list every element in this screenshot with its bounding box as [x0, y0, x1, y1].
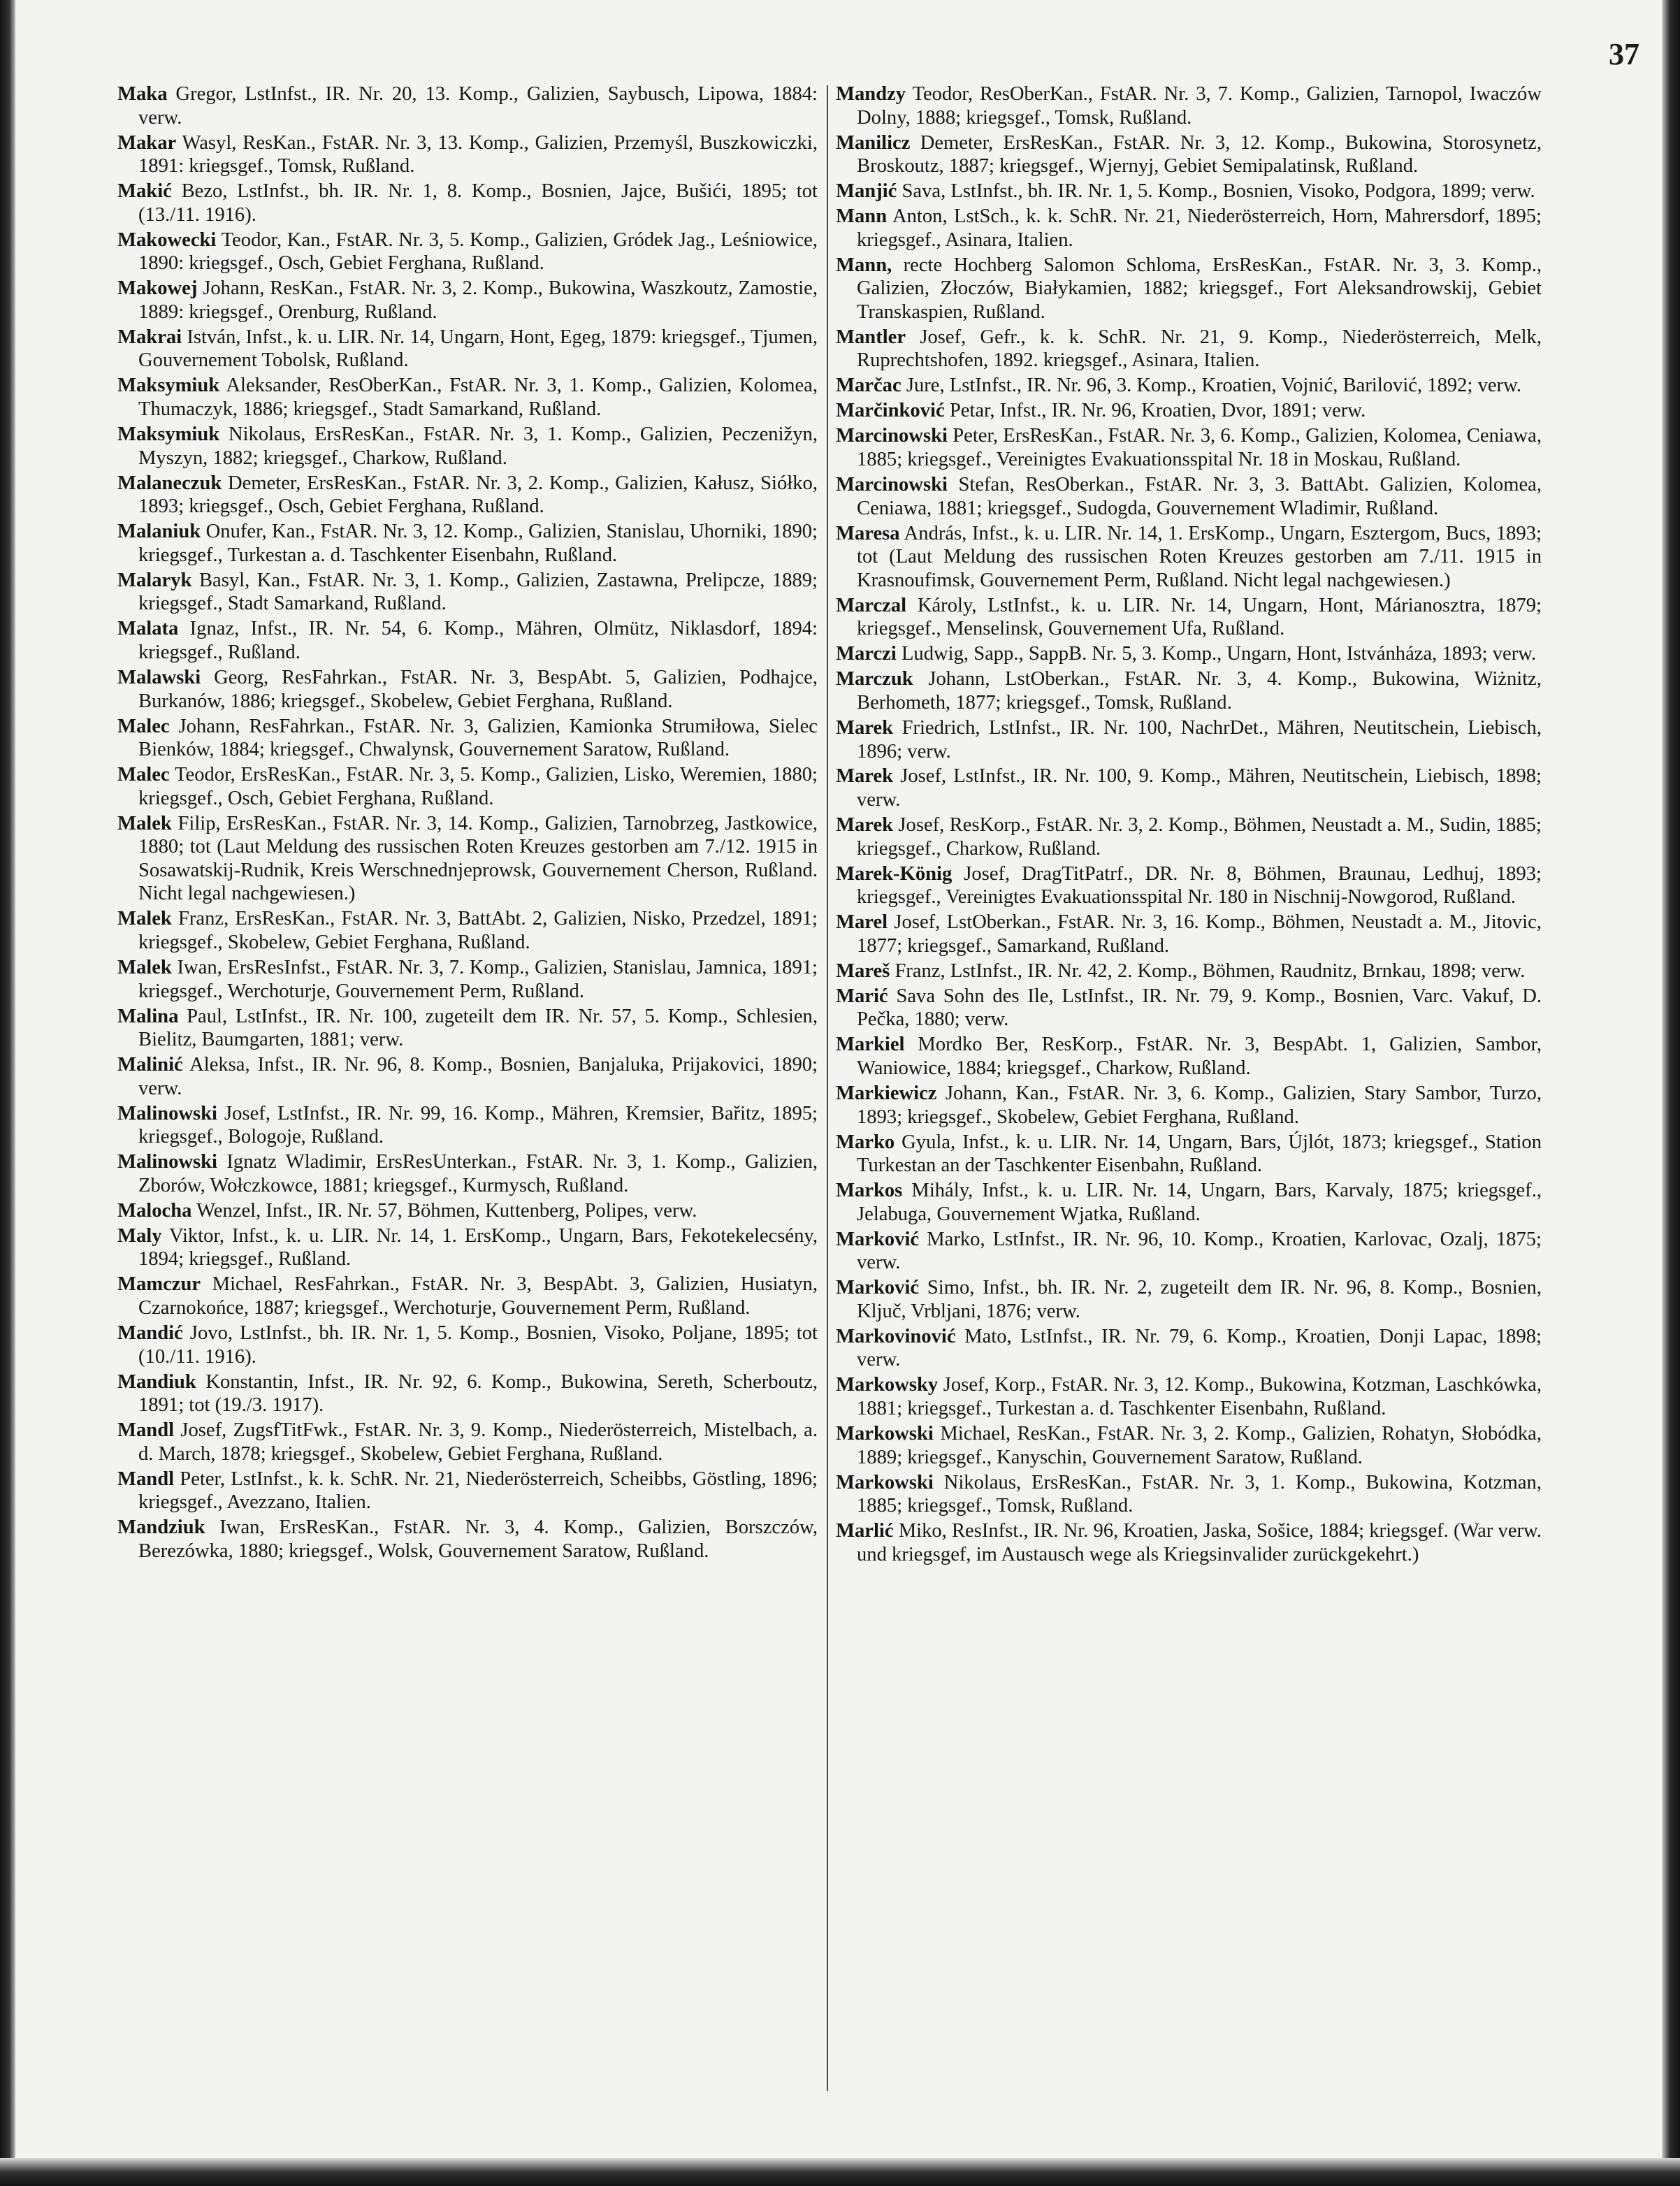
entry-surname: Makar — [117, 131, 177, 154]
entry-surname: Malawski — [117, 666, 201, 688]
entry-surname: Malek — [117, 957, 172, 979]
entry-details: Josef, LstInfst., IR. Nr. 100, 9. Komp., Mähren, Neutitschein, Liebisch, 1898; verw. — [857, 765, 1542, 811]
entry-surname: Mandić — [117, 1322, 183, 1345]
entry-details: András, Infst., k. u. LIR. Nr. 14, 1. ErsKomp., Ungarn, Esztergom, Bucs, 1893; tot (Laut Meldung des russischen Roten Kreuzes gestorben am 7./11. 1915 in Krasnoufimsk, Gouvernement Perm, Rußland. Nicht legal nachgewiesen.) — [857, 522, 1542, 591]
list-entry — [117, 1224, 818, 1271]
entry-surname: Mandzy — [836, 83, 906, 105]
list-entry — [117, 180, 818, 226]
entry-details: Mato, LstInfst., IR. Nr. 79, 6. Komp., Kroatien, Donji Lapac, 1898; verw. — [857, 1325, 1542, 1371]
entry-details: Franz, LstInfst., IR. Nr. 42, 2. Komp., Böhmen, Raudnitz, Brnkau, 1898; verw. — [895, 960, 1526, 982]
list-entry — [836, 594, 1542, 641]
list-entry — [836, 180, 1542, 203]
entry-surname: Malek — [117, 812, 172, 834]
page-number: 37 — [1609, 37, 1639, 71]
list-entry — [836, 960, 1542, 983]
entry-details: Basyl, Kan., FstAR. Nr. 3, 1. Komp., Galizien, Zastawna, Prelipcze, 1889; kriegsgef., Stadt Samarkand, Rußland. — [138, 569, 818, 615]
entry-surname: Marković — [836, 1277, 920, 1299]
entry-surname: Malec — [117, 715, 170, 737]
list-entry — [117, 423, 818, 470]
entry-surname: Marcinowski — [836, 474, 948, 496]
entry-details: Josef, DragTitPatrf., DR. Nr. 8, Böhmen, Braunau, Ledhuj, 1893; kriegsgef., Vereinigtes Evakuationsspital Nr. 180 in Nischnij-Nowgorod, Rußland. — [857, 862, 1542, 909]
entry-surname: Makowej — [117, 277, 198, 300]
entry-surname: Manilicz — [836, 131, 911, 154]
entry-details: Onufer, Kan., FstAR. Nr. 3, 12. Komp., Galizien, Stanislau, Uhorniki, 1890; kriegsgef., Turkestan a. d. Taschkenter Eisenbahn, Rußland. — [138, 521, 818, 566]
entry-details: Michael, ResKan., FstAR. Nr. 3, 2. Komp., Galizien, Rohatyn, Słobódka, 1889; kriegsgef., Kanyschin, Gouvernement Saratow, Rußland. — [857, 1422, 1542, 1468]
list-entry — [117, 520, 818, 567]
entry-details: Gregor, LstInfst., IR. Nr. 20, 13. Komp., Galizien, Saybusch, Lipowa, 1884: verw. — [138, 83, 818, 129]
list-entry — [117, 374, 818, 421]
entry-surname: Malinić — [117, 1054, 183, 1076]
entry-details: Demeter, ErsResKan., FstAR. Nr. 3, 2. Komp., Galizien, Kałusz, Siółko, 1893; kriegsgef., Osch, Gebiet Ferghana, Rußland. — [138, 472, 818, 518]
entry-details: Jovo, LstInfst., bh. IR. Nr. 1, 5. Komp., Bosnien, Visoko, Poljane, 1895; tot (10./11. 1916). — [138, 1322, 818, 1368]
entry-surname: Markiel — [836, 1034, 905, 1056]
scan-edge-left — [0, 0, 15, 2186]
entry-surname: Mandiuk — [117, 1370, 196, 1393]
entry-surname: Marczi — [836, 643, 897, 665]
entry-surname: Marcinowski — [836, 425, 948, 447]
entry-surname: Makrai — [117, 326, 182, 348]
entry-details: Demeter, ErsResKan., FstAR. Nr. 3, 12. Komp., Bukowina, Storosynetz, Broskoutz, 1887; kriegsgef., Wjernyj, Gebiet Semipalatinsk, Rußland. — [857, 131, 1542, 178]
entry-surname: Malaryk — [117, 569, 192, 591]
entry-surname: Marek — [836, 814, 894, 837]
entry-surname: Makić — [117, 180, 172, 203]
entry-details: Johann, LstOberkan., FstAR. Nr. 3, 4. Komp., Bukowina, Wiżnitz, Berhometh, 1877; kriegsgef., Tomsk, Rußland. — [857, 668, 1542, 714]
entry-details: Josef, LstInfst., IR. Nr. 99, 16. Komp., Mähren, Kremsier, Bařitz, 1895; kriegsgef., Bologoje, Rußland. — [138, 1102, 818, 1148]
entry-details: Aleksander, ResOberKan., FstAR. Nr. 3, 1. Komp., Galizien, Kolomea, Thumaczyk, 1886; kriegsgef., Stadt Samarkand, Rußland. — [138, 375, 818, 421]
entry-details: Wenzel, Infst., IR. Nr. 57, Böhmen, Kuttenberg, Polipes, verw. — [196, 1199, 697, 1222]
list-entry — [117, 472, 818, 519]
entry-surname: Marek — [836, 716, 894, 739]
list-entry — [836, 131, 1542, 178]
entry-surname: Maresa — [836, 522, 900, 544]
entry-details: Mihály, Infst., k. u. LIR. Nr. 14, Ungarn, Bars, Karvaly, 1875; kriegsgef., Jelabuga, Gouvernement Wjatka, Rußland. — [857, 1180, 1542, 1225]
entry-details: Johann, Kan., FstAR. Nr. 3, 6. Komp., Galizien, Stary Sambor, Turzo, 1893; kriegsgef., Skobelew, Gebiet Ferghana, Rußland. — [857, 1082, 1542, 1128]
entry-surname: Marel — [836, 911, 888, 934]
entry-surname: Mamczur — [117, 1273, 201, 1296]
list-entry — [836, 667, 1542, 714]
entry-details: Stefan, ResOberkan., FstAR. Nr. 3, 3. BattAbt. Galizien, Kolomea, Ceniawa, 1881; kriegsgef., Sudogda, Gouvernement Wladimir, Rußland. — [857, 474, 1542, 519]
entry-details: Ignaz, Infst., IR. Nr. 54, 6. Komp., Mähren, Olmütz, Niklasdorf, 1894: kriegsgef., Rußland. — [138, 618, 818, 663]
entry-details: Josef, ZugsfTitFwk., FstAR. Nr. 3, 9. Komp., Niederösterreich, Mistelbach, a. d. March, 1878; kriegsgef., Skobelew, Gebiet Ferghana, Rußland. — [138, 1419, 818, 1465]
entry-surname: Marko — [836, 1131, 895, 1153]
entry-surname: Malocha — [117, 1199, 192, 1222]
entry-surname: Marić — [836, 985, 888, 1007]
entry-surname: Markowski — [836, 1471, 934, 1493]
entry-details: Josef, LstOberkan., FstAR. Nr. 3, 16. Komp., Böhmen, Neustadt a. M., Jitovic, 1877; kriegsgef., Samarkand, Rußland. — [857, 911, 1542, 957]
list-entry — [117, 229, 818, 275]
list-entry — [836, 1519, 1542, 1566]
entry-surname: Marczal — [836, 594, 907, 616]
entry-details: Ludwig, Sapp., SappB. Nr. 5, 3. Komp., Ungarn, Hont, Istvánháza, 1893; verw. — [901, 643, 1537, 665]
entry-details: Josef, ResKorp., FstAR. Nr. 3, 2. Komp., Böhmen, Neustadt a. M., Sudin, 1885; kriegsgef., Charkow, Rußland. — [857, 814, 1542, 860]
list-entry — [117, 812, 818, 906]
entry-surname: Markowski — [836, 1422, 934, 1445]
entry-surname: Markovinović — [836, 1325, 956, 1347]
entry-surname: Markos — [836, 1180, 903, 1202]
entry-surname: Malaneczuk — [117, 472, 222, 494]
entry-surname: Mantler — [836, 326, 906, 348]
entry-surname: Maksymiuk — [117, 375, 220, 397]
list-entry — [836, 1373, 1542, 1420]
entry-surname: Malec — [117, 764, 170, 786]
list-entry — [117, 1322, 818, 1368]
entry-details: recte Hochberg Salomon Schloma, ErsResKan., FstAR. Nr. 3, 3. Komp., Galizien, Złoczów, Białykamien, 1882; kriegsgef., Fort Aleksandrowskij, Gebiet Transkaspien, Rußland. — [857, 254, 1542, 323]
list-entry — [836, 1471, 1542, 1518]
list-entry — [836, 1325, 1542, 1372]
entry-surname: Marek-König — [836, 862, 953, 885]
entry-details: Iwan, ErsResKan., FstAR. Nr. 3, 4. Komp., Galizien, Borszczów, Berezówka, 1880; kriegsgef., Wolsk, Gouvernement Saratow, Rußland. — [138, 1517, 818, 1562]
column-divider — [827, 85, 828, 2091]
entry-details: Wasyl, ResKan., FstAR. Nr. 3, 13. Komp., Galizien, Przemyśl, Buszkowiczki, 1891: kriegsgef., Tomsk, Rußland. — [138, 131, 818, 178]
entry-surname: Malek — [117, 908, 172, 930]
entry-surname: Maksymiuk — [117, 424, 220, 446]
list-entry — [836, 374, 1542, 398]
entry-surname: Malinowski — [117, 1102, 217, 1124]
list-entry — [117, 131, 818, 178]
entry-surname: Malata — [117, 618, 179, 640]
list-entry — [836, 765, 1542, 811]
list-entry — [836, 254, 1542, 324]
entry-details: Michael, ResFahrkan., FstAR. Nr. 3, BespAbt. 3, Galizien, Husiatyn, Czarnokońce, 1887; kriegsgef., Werchoturje, Gouvernement Perm, Rußland. — [138, 1273, 818, 1319]
entry-details: Peter, ErsResKan., FstAR. Nr. 3, 6. Komp., Galizien, Kolomea, Ceniawa, 1885; kriegsgef., Vereinigtes Evakuationsspital Nr. 18 in Moskau, Rußland. — [857, 425, 1542, 471]
list-entry — [836, 424, 1542, 471]
entry-details: Friedrich, LstInfst., IR. Nr. 100, NachrDet., Mähren, Neutitschein, Liebisch, 1896; verw. — [857, 716, 1542, 762]
list-entry — [836, 1082, 1542, 1129]
list-entry — [117, 1150, 818, 1197]
entry-details: Johann, ResFahrkan., FstAR. Nr. 3, Galizien, Kamionka Strumiłowa, Sielec Bienków, 1884; kriegsgef., Chwalynsk, Gouvernement Saratow, Rußland. — [138, 715, 818, 761]
entry-details: Josef, Gefr., k. k. SchR. Nr. 21, 9. Komp., Niederösterreich, Melk, Ruprechtshofen, 1892. kriegsgef., Asinara, Italien. — [857, 326, 1542, 372]
list-entry — [117, 715, 818, 762]
entry-surname: Marek — [836, 765, 894, 788]
entry-details: Viktor, Infst., k. u. LIR. Nr. 14, 1. ErsKomp., Ungarn, Bars, Fekotekelecsény, 1894; kriegsgef., Rußland. — [138, 1224, 818, 1271]
list-entry — [117, 1419, 818, 1465]
list-entry — [836, 522, 1542, 593]
entry-details: Bezo, LstInfst., bh. IR. Nr. 1, 8. Komp., Bosnien, Jajce, Bušići, 1895; tot (13./11. 1916). — [138, 180, 818, 226]
entry-surname: Mareš — [836, 960, 890, 982]
entry-details: Peter, LstInfst., k. k. SchR. Nr. 21, Niederösterreich, Scheibbs, Göstling, 1896; kriegsgef., Avezzano, Italien. — [138, 1468, 818, 1514]
list-entry — [836, 985, 1542, 1032]
list-entry — [836, 82, 1542, 129]
list-entry — [117, 1516, 818, 1563]
entry-details: Jure, LstInfst., IR. Nr. 96, 3. Komp., Kroatien, Vojnić, Barilović, 1892; verw. — [906, 375, 1522, 397]
left-column — [117, 82, 818, 1565]
list-entry — [117, 82, 818, 129]
list-entry — [117, 1102, 818, 1149]
list-entry — [117, 1468, 818, 1514]
list-entry — [836, 326, 1542, 372]
entry-surname: Markiewicz — [836, 1082, 937, 1104]
entry-details: István, Infst., k. u. LIR. Nr. 14, Ungarn, Hont, Egeg, 1879: kriegsgef., Tjumen, Gouvernement Tobolsk, Rußland. — [138, 326, 818, 372]
entry-details: Teodor, Kan., FstAR. Nr. 3, 5. Komp., Galizien, Gródek Jag., Leśniowice, 1890: kriegsgef., Osch, Gebiet Ferghana, Rußland. — [138, 229, 818, 275]
entry-details: Georg, ResFahrkan., FstAR. Nr. 3, BespAbt. 5, Galizien, Podhajce, Burkanów, 1886; kriegsgef., Skobelew, Gebiet Ferghana, Rußland. — [138, 666, 818, 712]
list-entry — [836, 642, 1542, 666]
list-entry — [117, 617, 818, 664]
entry-surname: Mann — [836, 205, 888, 228]
list-entry — [117, 1273, 818, 1319]
entry-details: Nikolaus, ErsResKan., FstAR. Nr. 3, 1. Komp., Galizien, Peczenižyn, Myszyn, 1882; kriegsgef., Charkow, Rußland. — [138, 424, 818, 469]
entry-details: Nikolaus, ErsResKan., FstAR. Nr. 3, 1. Komp., Bukowina, Kotzman, 1885; kriegsgef., Tomsk, Rußland. — [857, 1471, 1542, 1517]
entry-details: Paul, LstInfst., IR. Nr. 100, zugeteilt dem IR. Nr. 57, 5. Komp., Schlesien, Bielitz, Baumgarten, 1881; verw. — [138, 1005, 818, 1051]
entry-details: Károly, LstInfst., k. u. LIR. Nr. 14, Ungarn, Hont, Márianosztra, 1879; kriegsgef., Menselinsk, Gouvernement Ufa, Rußland. — [857, 594, 1542, 640]
list-entry — [836, 1228, 1542, 1275]
entry-details: Marko, LstInfst., IR. Nr. 96, 10. Komp., Kroatien, Karlovac, Ozalj, 1875; verw. — [857, 1228, 1542, 1274]
entry-surname: Marczuk — [836, 668, 913, 690]
entry-details: Franz, ErsResKan., FstAR. Nr. 3, BattAbt. 2, Galizien, Nisko, Przedzel, 1891; kriegsgef., Skobelew, Gebiet Ferghana, Rußland. — [138, 908, 818, 954]
entry-surname: Maka — [117, 83, 168, 105]
entry-surname: Markowsky — [836, 1374, 939, 1396]
scan-edge-right — [1662, 0, 1680, 2186]
list-entry — [117, 1005, 818, 1052]
scan-edge-bottom — [0, 2158, 1680, 2186]
entry-surname: Malinowski — [117, 1151, 217, 1173]
list-entry — [117, 569, 818, 616]
list-entry — [117, 1370, 818, 1417]
list-entry — [836, 473, 1542, 520]
right-column — [836, 82, 1542, 1568]
entry-surname: Mandl — [117, 1419, 175, 1442]
entry-details: Aleksa, Infst., IR. Nr. 96, 8. Komp., Bosnien, Banjaluka, Prijakovici, 1890; verw. — [138, 1054, 818, 1099]
entry-details: Sava, LstInfst., bh. IR. Nr. 1, 5. Komp., Bosnien, Visoko, Podgora, 1899; verw. — [901, 180, 1535, 203]
entry-surname: Malaniuk — [117, 521, 201, 543]
entry-surname: Mann, — [836, 254, 892, 276]
entry-details: Josef, Korp., FstAR. Nr. 3, 12. Komp., Bukowina, Kotzman, Laschkówka, 1881; kriegsgef., Turkestan a. d. Taschkenter Eisenbahn, Rußland. — [857, 1374, 1542, 1419]
list-entry — [836, 911, 1542, 957]
list-entry — [836, 1276, 1542, 1323]
entry-surname: Makowecki — [117, 229, 217, 251]
list-entry — [836, 716, 1542, 763]
list-entry — [117, 666, 818, 713]
list-entry — [117, 326, 818, 372]
list-entry — [836, 1179, 1542, 1226]
entry-surname: Marčinković — [836, 400, 945, 422]
entry-details: Gyula, Infst., k. u. LIR. Nr. 14, Ungarn, Bars, Újlót, 1873; kriegsgef., Station Turkestan an der Taschkenter Eisenbahn, Rußland. — [857, 1131, 1542, 1177]
list-entry — [117, 1053, 818, 1100]
entry-details: Simo, Infst., bh. IR. Nr. 2, zugeteilt dem IR. Nr. 96, 8. Komp., Bosnien, Ključ, Vrbljani, 1876; verw. — [857, 1277, 1542, 1322]
list-entry — [117, 277, 818, 324]
entry-details: Konstantin, Infst., IR. Nr. 92, 6. Komp., Bukowina, Sereth, Scherboutz, 1891; tot (19./3. 1917). — [138, 1370, 818, 1417]
list-entry — [836, 1131, 1542, 1178]
entry-details: Teodor, ErsResKan., FstAR. Nr. 3, 5. Komp., Galizien, Lisko, Weremien, 1880; kriegsgef., Osch, Gebiet Ferghana, Rußland. — [138, 764, 818, 809]
list-entry — [836, 1422, 1542, 1469]
list-entry — [117, 763, 818, 810]
entry-details: Filip, ErsResKan., FstAR. Nr. 3, 14. Komp., Galizien, Tarnobrzeg, Jastkowice, 1880; tot (Laut Meldung des russischen Roten Kreuzes gestorben am 7./12. 1915 in Sosawatskij-Rudnik, Kreis Werschnednjeprowsk, Gouvernement Cherson, Rußland. Nicht legal nachgewiesen.) — [138, 812, 818, 905]
entry-surname: Marlić — [836, 1520, 894, 1542]
list-entry — [836, 862, 1542, 909]
list-entry — [836, 399, 1542, 423]
entry-surname: Marković — [836, 1228, 920, 1250]
entry-details: Miko, ResInfst., IR. Nr. 96, Kroatien, Jaska, Sošice, 1884; kriegsgef. (War verw. und kriegsgef, im Austausch wege als Kriegsinvalider zurückgekehrt.) — [857, 1520, 1542, 1565]
entry-details: Sava Sohn des Ile, LstInfst., IR. Nr. 79, 9. Komp., Bosnien, Varc. Vakuf, D. Pečka, 1880; verw. — [857, 985, 1542, 1031]
list-entry — [117, 956, 818, 1003]
entry-surname: Maly — [117, 1224, 162, 1247]
list-entry — [836, 1033, 1542, 1080]
entry-details: Petar, Infst., IR. Nr. 96, Kroatien, Dvor, 1891; verw. — [949, 400, 1366, 422]
entry-details: Anton, LstSch., k. k. SchR. Nr. 21, Niederösterreich, Horn, Mahrersdorf, 1895; kriegsgef., Asinara, Italien. — [857, 205, 1542, 251]
entry-surname: Malina — [117, 1005, 179, 1027]
entry-surname: Manjić — [836, 180, 897, 203]
entry-surname: Mandziuk — [117, 1517, 205, 1539]
entry-details: Iwan, ErsResInfst., FstAR. Nr. 3, 7. Komp., Galizien, Stanislau, Jamnica, 1891; kriegsgef., Werchoturje, Gouvernement Perm, Rußland. — [138, 957, 818, 1002]
entry-details: Mordko Ber, ResKorp., FstAR. Nr. 3, BespAbt. 1, Galizien, Sambor, Waniowice, 1884; kriegsgef., Charkow, Rußland. — [857, 1034, 1542, 1079]
entry-details: Johann, ResKan., FstAR. Nr. 3, 2. Komp., Bukowina, Waszkoutz, Zamostie, 1889: kriegsgef., Orenburg, Rußland. — [138, 277, 818, 323]
list-entry — [836, 205, 1542, 252]
entry-details: Ignatz Wladimir, ErsResUnterkan., FstAR. Nr. 3, 1. Komp., Galizien, Zborów, Wołczkowce, 1881; kriegsgef., Kurmysch, Rußland. — [138, 1151, 818, 1196]
list-entry — [117, 907, 818, 954]
entry-surname: Mandl — [117, 1468, 175, 1490]
list-entry — [836, 813, 1542, 860]
entry-details: Teodor, ResOberKan., FstAR. Nr. 3, 7. Komp., Galizien, Tarnopol, Iwaczów Dolny, 1888; kriegsgef., Tomsk, Rußland. — [857, 83, 1542, 129]
list-entry — [117, 1199, 818, 1223]
entry-surname: Marčac — [836, 375, 901, 397]
